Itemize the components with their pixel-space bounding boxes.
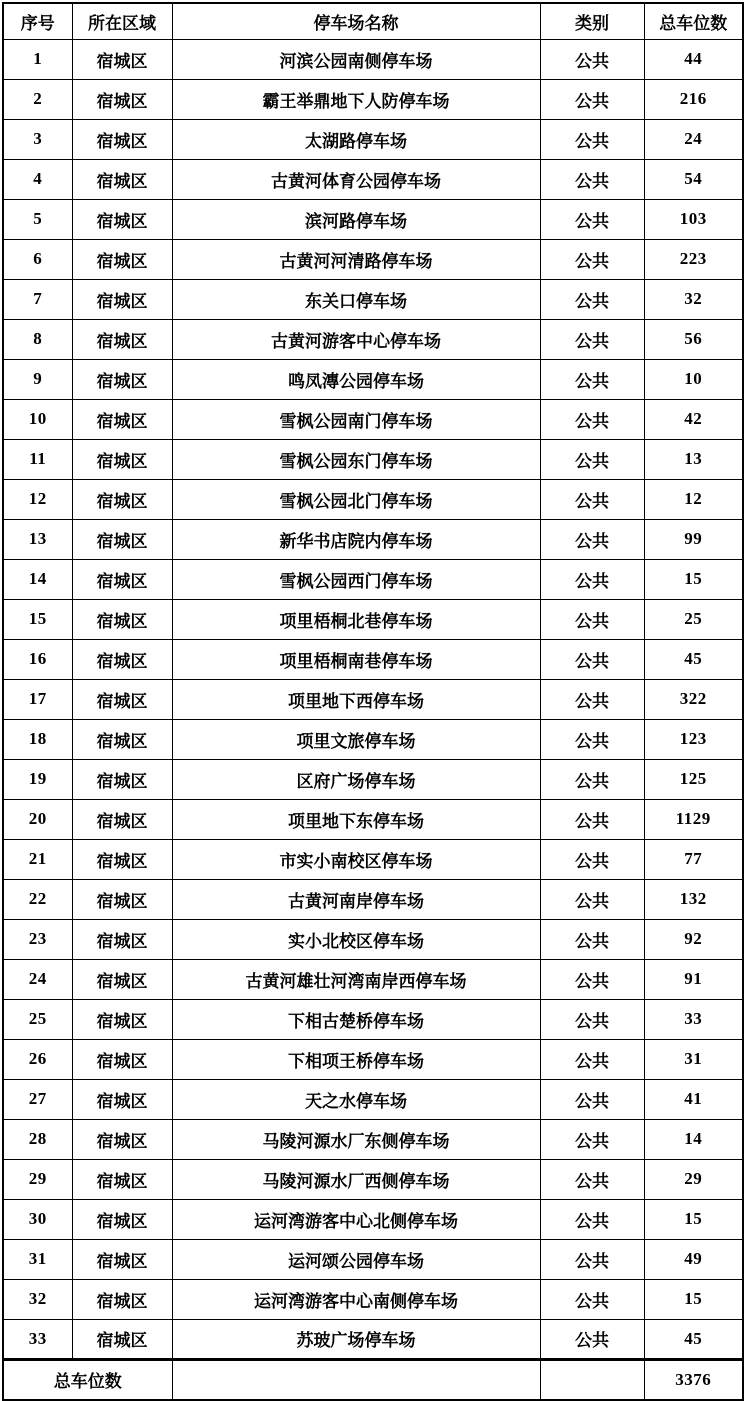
cell-spaces: 42 bbox=[644, 399, 743, 439]
cell-category: 公共 bbox=[540, 1039, 644, 1079]
cell-district: 宿城区 bbox=[72, 479, 172, 519]
cell-spaces: 41 bbox=[644, 1079, 743, 1119]
cell-name: 区府广场停车场 bbox=[172, 759, 540, 799]
cell-district: 宿城区 bbox=[72, 1199, 172, 1239]
cell-name: 东关口停车场 bbox=[172, 279, 540, 319]
cell-category: 公共 bbox=[540, 199, 644, 239]
table-row bbox=[3, 1239, 743, 1279]
cell-index: 13 bbox=[3, 519, 72, 559]
cell-index: 32 bbox=[3, 1279, 72, 1319]
table-body bbox=[3, 39, 743, 1359]
cell-category: 公共 bbox=[540, 999, 644, 1039]
table-row bbox=[3, 239, 743, 279]
cell-category: 公共 bbox=[540, 719, 644, 759]
cell-district: 宿城区 bbox=[72, 999, 172, 1039]
cell-index: 22 bbox=[3, 879, 72, 919]
cell-index: 11 bbox=[3, 439, 72, 479]
cell-index: 31 bbox=[3, 1239, 72, 1279]
cell-category: 公共 bbox=[540, 1199, 644, 1239]
cell-index: 23 bbox=[3, 919, 72, 959]
cell-spaces: 99 bbox=[644, 519, 743, 559]
cell-spaces: 132 bbox=[644, 879, 743, 919]
cell-name: 项里梧桐北巷停车场 bbox=[172, 599, 540, 639]
cell-category: 公共 bbox=[540, 1159, 644, 1199]
table-row bbox=[3, 279, 743, 319]
cell-district: 宿城区 bbox=[72, 919, 172, 959]
cell-name: 太湖路停车场 bbox=[172, 119, 540, 159]
cell-district: 宿城区 bbox=[72, 559, 172, 599]
cell-spaces: 15 bbox=[644, 559, 743, 599]
cell-index: 17 bbox=[3, 679, 72, 719]
cell-spaces: 123 bbox=[644, 719, 743, 759]
cell-category: 公共 bbox=[540, 799, 644, 839]
table-row bbox=[3, 1119, 743, 1159]
cell-spaces: 29 bbox=[644, 1159, 743, 1199]
cell-district: 宿城区 bbox=[72, 39, 172, 79]
cell-index: 8 bbox=[3, 319, 72, 359]
cell-category: 公共 bbox=[540, 279, 644, 319]
cell-spaces: 10 bbox=[644, 359, 743, 399]
cell-district: 宿城区 bbox=[72, 519, 172, 559]
cell-spaces: 56 bbox=[644, 319, 743, 359]
table-row bbox=[3, 439, 743, 479]
cell-category: 公共 bbox=[540, 879, 644, 919]
cell-name: 运河湾游客中心北侧停车场 bbox=[172, 1199, 540, 1239]
cell-index: 6 bbox=[3, 239, 72, 279]
cell-category: 公共 bbox=[540, 239, 644, 279]
table-row bbox=[3, 799, 743, 839]
table-row bbox=[3, 479, 743, 519]
cell-district: 宿城区 bbox=[72, 679, 172, 719]
cell-index: 3 bbox=[3, 119, 72, 159]
cell-name: 霸王举鼎地下人防停车场 bbox=[172, 79, 540, 119]
header-cell-district: 所在区域 bbox=[72, 3, 172, 39]
table-row bbox=[3, 359, 743, 399]
cell-category: 公共 bbox=[540, 679, 644, 719]
table-row bbox=[3, 159, 743, 199]
cell-district: 宿城区 bbox=[72, 1039, 172, 1079]
cell-spaces: 216 bbox=[644, 79, 743, 119]
cell-district: 宿城区 bbox=[72, 1319, 172, 1359]
table-row bbox=[3, 999, 743, 1039]
cell-index: 29 bbox=[3, 1159, 72, 1199]
cell-index: 24 bbox=[3, 959, 72, 999]
cell-name: 古黄河游客中心停车场 bbox=[172, 319, 540, 359]
footer-total-value: 3376 bbox=[644, 1359, 743, 1400]
cell-spaces: 33 bbox=[644, 999, 743, 1039]
table-row bbox=[3, 399, 743, 439]
cell-name: 古黄河体育公园停车场 bbox=[172, 159, 540, 199]
cell-category: 公共 bbox=[540, 1079, 644, 1119]
cell-name: 马陵河源水厂西侧停车场 bbox=[172, 1159, 540, 1199]
footer-empty-category-cell bbox=[540, 1359, 644, 1400]
cell-district: 宿城区 bbox=[72, 79, 172, 119]
cell-district: 宿城区 bbox=[72, 1159, 172, 1199]
cell-spaces: 45 bbox=[644, 1319, 743, 1359]
cell-spaces: 12 bbox=[644, 479, 743, 519]
cell-index: 30 bbox=[3, 1199, 72, 1239]
footer-row bbox=[3, 1359, 743, 1400]
footer-empty-name-cell bbox=[172, 1359, 540, 1400]
cell-district: 宿城区 bbox=[72, 759, 172, 799]
cell-district: 宿城区 bbox=[72, 279, 172, 319]
footer-total-label: 总车位数 bbox=[3, 1359, 172, 1400]
table-row bbox=[3, 1319, 743, 1359]
cell-index: 14 bbox=[3, 559, 72, 599]
cell-spaces: 1129 bbox=[644, 799, 743, 839]
cell-district: 宿城区 bbox=[72, 1239, 172, 1279]
cell-index: 20 bbox=[3, 799, 72, 839]
cell-district: 宿城区 bbox=[72, 799, 172, 839]
cell-name: 马陵河源水厂东侧停车场 bbox=[172, 1119, 540, 1159]
cell-category: 公共 bbox=[540, 119, 644, 159]
header-cell-category: 类别 bbox=[540, 3, 644, 39]
cell-index: 26 bbox=[3, 1039, 72, 1079]
cell-category: 公共 bbox=[540, 159, 644, 199]
table-row bbox=[3, 1039, 743, 1079]
cell-district: 宿城区 bbox=[72, 439, 172, 479]
header-cell-spaces: 总车位数 bbox=[644, 3, 743, 39]
cell-spaces: 322 bbox=[644, 679, 743, 719]
table-row bbox=[3, 559, 743, 599]
cell-name: 古黄河河清路停车场 bbox=[172, 239, 540, 279]
cell-spaces: 223 bbox=[644, 239, 743, 279]
cell-spaces: 44 bbox=[644, 39, 743, 79]
cell-district: 宿城区 bbox=[72, 1079, 172, 1119]
cell-name: 雪枫公园南门停车场 bbox=[172, 399, 540, 439]
table-row bbox=[3, 119, 743, 159]
table-row bbox=[3, 959, 743, 999]
cell-name: 古黄河南岸停车场 bbox=[172, 879, 540, 919]
cell-index: 27 bbox=[3, 1079, 72, 1119]
cell-name: 项里梧桐南巷停车场 bbox=[172, 639, 540, 679]
cell-index: 1 bbox=[3, 39, 72, 79]
cell-index: 4 bbox=[3, 159, 72, 199]
cell-index: 12 bbox=[3, 479, 72, 519]
header-row bbox=[3, 3, 743, 39]
cell-spaces: 32 bbox=[644, 279, 743, 319]
table-row bbox=[3, 1159, 743, 1199]
cell-category: 公共 bbox=[540, 399, 644, 439]
cell-index: 33 bbox=[3, 1319, 72, 1359]
table-row bbox=[3, 199, 743, 239]
cell-spaces: 24 bbox=[644, 119, 743, 159]
cell-spaces: 91 bbox=[644, 959, 743, 999]
parking-lot-table bbox=[2, 2, 744, 1401]
cell-index: 21 bbox=[3, 839, 72, 879]
cell-index: 28 bbox=[3, 1119, 72, 1159]
cell-name: 滨河路停车场 bbox=[172, 199, 540, 239]
cell-district: 宿城区 bbox=[72, 839, 172, 879]
cell-index: 10 bbox=[3, 399, 72, 439]
cell-index: 7 bbox=[3, 279, 72, 319]
cell-category: 公共 bbox=[540, 39, 644, 79]
cell-name: 运河颂公园停车场 bbox=[172, 1239, 540, 1279]
cell-category: 公共 bbox=[540, 839, 644, 879]
cell-category: 公共 bbox=[540, 79, 644, 119]
table-row bbox=[3, 319, 743, 359]
cell-district: 宿城区 bbox=[72, 359, 172, 399]
cell-district: 宿城区 bbox=[72, 319, 172, 359]
cell-spaces: 13 bbox=[644, 439, 743, 479]
table-row bbox=[3, 639, 743, 679]
table-row bbox=[3, 919, 743, 959]
cell-name: 苏玻广场停车场 bbox=[172, 1319, 540, 1359]
cell-index: 15 bbox=[3, 599, 72, 639]
cell-district: 宿城区 bbox=[72, 1119, 172, 1159]
cell-district: 宿城区 bbox=[72, 959, 172, 999]
table-row bbox=[3, 599, 743, 639]
cell-name: 天之水停车场 bbox=[172, 1079, 540, 1119]
cell-spaces: 15 bbox=[644, 1279, 743, 1319]
cell-spaces: 54 bbox=[644, 159, 743, 199]
table-row bbox=[3, 1079, 743, 1119]
cell-name: 运河湾游客中心南侧停车场 bbox=[172, 1279, 540, 1319]
cell-category: 公共 bbox=[540, 1239, 644, 1279]
cell-category: 公共 bbox=[540, 759, 644, 799]
cell-spaces: 45 bbox=[644, 639, 743, 679]
cell-category: 公共 bbox=[540, 479, 644, 519]
table-row bbox=[3, 79, 743, 119]
header-cell-index: 序号 bbox=[3, 3, 72, 39]
cell-category: 公共 bbox=[540, 439, 644, 479]
cell-name: 市实小南校区停车场 bbox=[172, 839, 540, 879]
cell-district: 宿城区 bbox=[72, 879, 172, 919]
cell-district: 宿城区 bbox=[72, 1279, 172, 1319]
cell-index: 2 bbox=[3, 79, 72, 119]
cell-name: 项里地下东停车场 bbox=[172, 799, 540, 839]
header-cell-name: 停车场名称 bbox=[172, 3, 540, 39]
cell-spaces: 31 bbox=[644, 1039, 743, 1079]
cell-name: 古黄河雄壮河湾南岸西停车场 bbox=[172, 959, 540, 999]
cell-index: 18 bbox=[3, 719, 72, 759]
cell-index: 19 bbox=[3, 759, 72, 799]
cell-category: 公共 bbox=[540, 1279, 644, 1319]
cell-name: 下相项王桥停车场 bbox=[172, 1039, 540, 1079]
cell-index: 25 bbox=[3, 999, 72, 1039]
cell-district: 宿城区 bbox=[72, 599, 172, 639]
cell-name: 新华书店院内停车场 bbox=[172, 519, 540, 559]
table-row bbox=[3, 879, 743, 919]
cell-name: 鸣凤漙公园停车场 bbox=[172, 359, 540, 399]
table-row bbox=[3, 759, 743, 799]
cell-name: 河滨公园南侧停车场 bbox=[172, 39, 540, 79]
cell-name: 下相古楚桥停车场 bbox=[172, 999, 540, 1039]
cell-index: 9 bbox=[3, 359, 72, 399]
cell-district: 宿城区 bbox=[72, 399, 172, 439]
cell-district: 宿城区 bbox=[72, 239, 172, 279]
cell-district: 宿城区 bbox=[72, 199, 172, 239]
cell-name: 雪枫公园北门停车场 bbox=[172, 479, 540, 519]
cell-category: 公共 bbox=[540, 519, 644, 559]
cell-spaces: 14 bbox=[644, 1119, 743, 1159]
cell-spaces: 25 bbox=[644, 599, 743, 639]
table-row bbox=[3, 1279, 743, 1319]
cell-category: 公共 bbox=[540, 319, 644, 359]
table-row bbox=[3, 679, 743, 719]
cell-index: 16 bbox=[3, 639, 72, 679]
cell-name: 雪枫公园西门停车场 bbox=[172, 559, 540, 599]
cell-category: 公共 bbox=[540, 639, 644, 679]
table-row bbox=[3, 719, 743, 759]
cell-category: 公共 bbox=[540, 1319, 644, 1359]
table-row bbox=[3, 39, 743, 79]
cell-category: 公共 bbox=[540, 599, 644, 639]
cell-category: 公共 bbox=[540, 919, 644, 959]
cell-district: 宿城区 bbox=[72, 119, 172, 159]
cell-category: 公共 bbox=[540, 559, 644, 599]
cell-name: 实小北校区停车场 bbox=[172, 919, 540, 959]
table-row bbox=[3, 839, 743, 879]
cell-name: 雪枫公园东门停车场 bbox=[172, 439, 540, 479]
cell-spaces: 77 bbox=[644, 839, 743, 879]
cell-district: 宿城区 bbox=[72, 159, 172, 199]
cell-name: 项里地下西停车场 bbox=[172, 679, 540, 719]
cell-name: 项里文旅停车场 bbox=[172, 719, 540, 759]
cell-spaces: 125 bbox=[644, 759, 743, 799]
cell-district: 宿城区 bbox=[72, 639, 172, 679]
table-row bbox=[3, 1199, 743, 1239]
cell-spaces: 92 bbox=[644, 919, 743, 959]
cell-spaces: 15 bbox=[644, 1199, 743, 1239]
table-row bbox=[3, 519, 743, 559]
cell-category: 公共 bbox=[540, 959, 644, 999]
cell-category: 公共 bbox=[540, 1119, 644, 1159]
cell-category: 公共 bbox=[540, 359, 644, 399]
cell-spaces: 49 bbox=[644, 1239, 743, 1279]
cell-index: 5 bbox=[3, 199, 72, 239]
cell-spaces: 103 bbox=[644, 199, 743, 239]
cell-district: 宿城区 bbox=[72, 719, 172, 759]
